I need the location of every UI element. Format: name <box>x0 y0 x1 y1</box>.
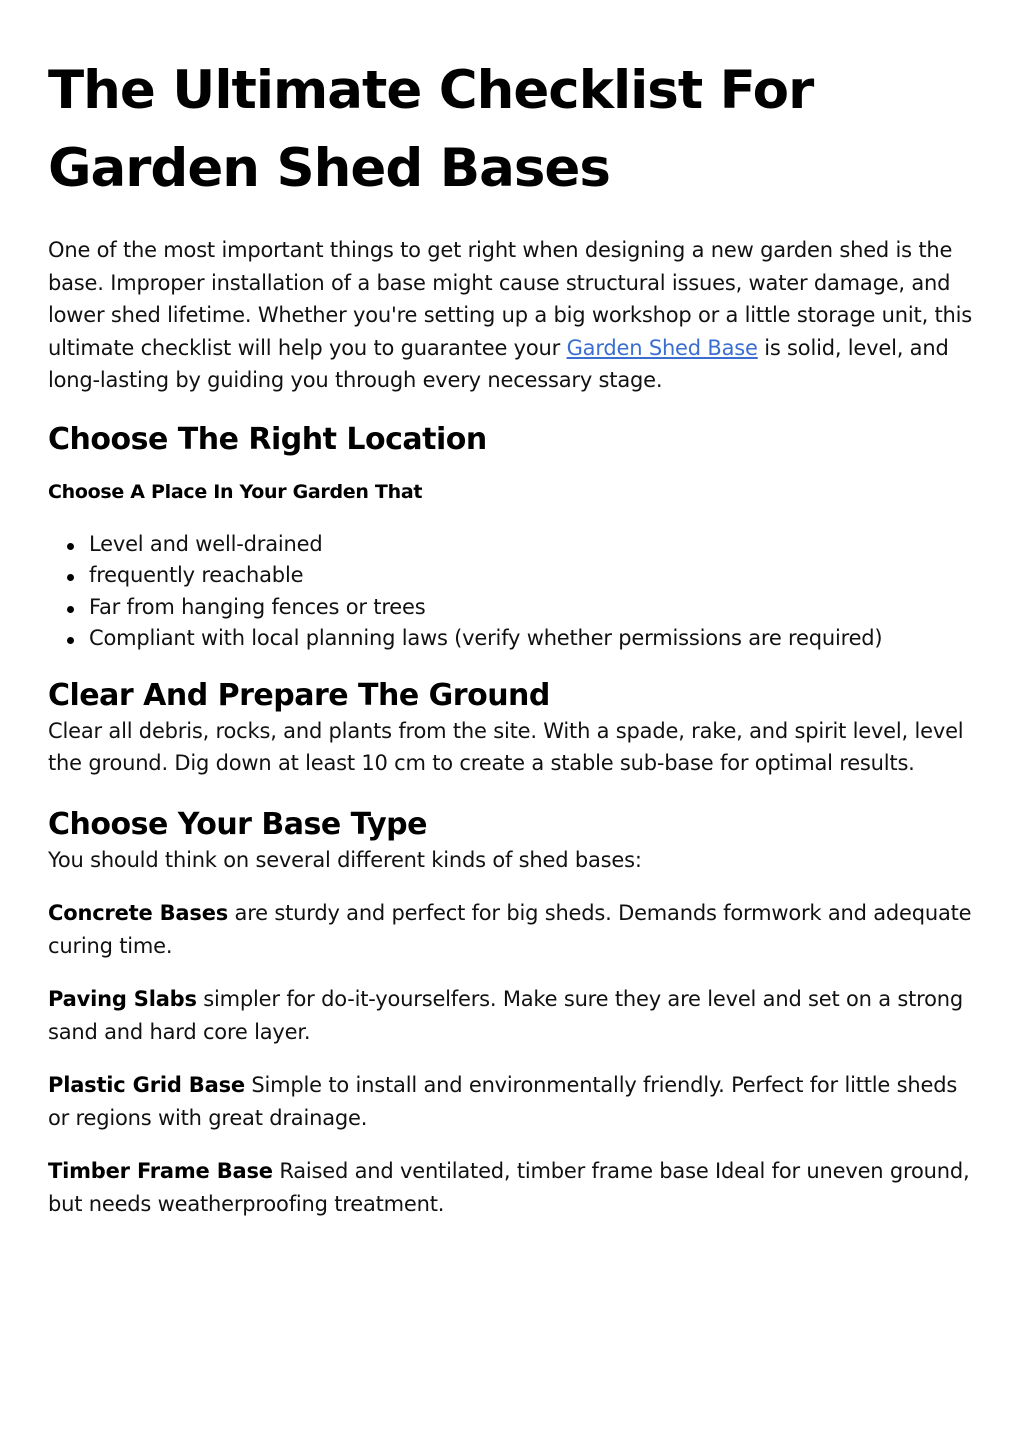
list-item: frequently reachable <box>89 560 976 592</box>
location-checklist <box>48 529 976 655</box>
ground-paragraph: Clear all debris, rocks, and plants from the site. With a spade, rake, and spirit level, level the ground. Dig down at least 10 cm to create a stable sub-base for optimal results. <box>48 718 964 775</box>
base-type-description: Simple to install and environmentally friendly. Perfect for little sheds or regions with great drainage. <box>48 1073 958 1130</box>
intro-text-before-link: One of the most important things to get right when designing a new garden shed is the base. Improper installation of a base might cause structural issues, water damage, and lower shed lifetime. Whether you're setting up a big workshop or a little storage unit, this ultimate checklist will help you to guarantee your <box>48 238 973 360</box>
list-item: Level and well-drained <box>89 529 976 561</box>
base-type-name: Plastic Grid Base <box>48 1073 245 1097</box>
section-subheading-location: Choose A Place In Your Garden That <box>48 480 423 503</box>
base-type-plastic-grid <box>48 1069 976 1134</box>
section-heading-base-type: Choose Your Base Type <box>48 806 427 842</box>
base-type-description: Raised and ventilated, timber frame base Ideal for uneven ground, but needs weatherproofing treatment. <box>48 1159 970 1216</box>
base-type-paving-slabs <box>48 983 976 1048</box>
list-item: Far from hanging fences or trees <box>89 592 976 624</box>
base-type-name: Concrete Bases <box>48 901 229 925</box>
base-type-name: Timber Frame Base <box>48 1159 273 1183</box>
intro-paragraph <box>48 234 976 397</box>
base-type-concrete <box>48 897 976 962</box>
list-item: Compliant with local planning laws (verify whether permissions are required) <box>89 623 976 655</box>
intro-text-after-link: is solid, level, and long-lasting by guiding you through every necessary stage. <box>48 335 949 392</box>
garden-shed-base-link[interactable]: Garden Shed Base <box>566 335 758 360</box>
section-heading-location: Choose The Right Location <box>48 421 487 457</box>
section-heading-ground: Clear And Prepare The Ground <box>48 677 550 713</box>
base-type-description: are sturdy and perfect for big sheds. Demands formwork and adequate curing time. <box>48 901 972 958</box>
base-type-name: Paving Slabs <box>48 987 197 1011</box>
base-type-lead: You should think on several different kinds of shed bases: <box>48 847 642 872</box>
base-type-timber-frame <box>48 1155 976 1220</box>
page-title: The Ultimate Checklist For Garden Shed Bases <box>48 60 814 199</box>
base-type-description: simpler for do-it-yourselfers. Make sure they are level and set on a strong sand and hard core layer. <box>48 987 964 1044</box>
